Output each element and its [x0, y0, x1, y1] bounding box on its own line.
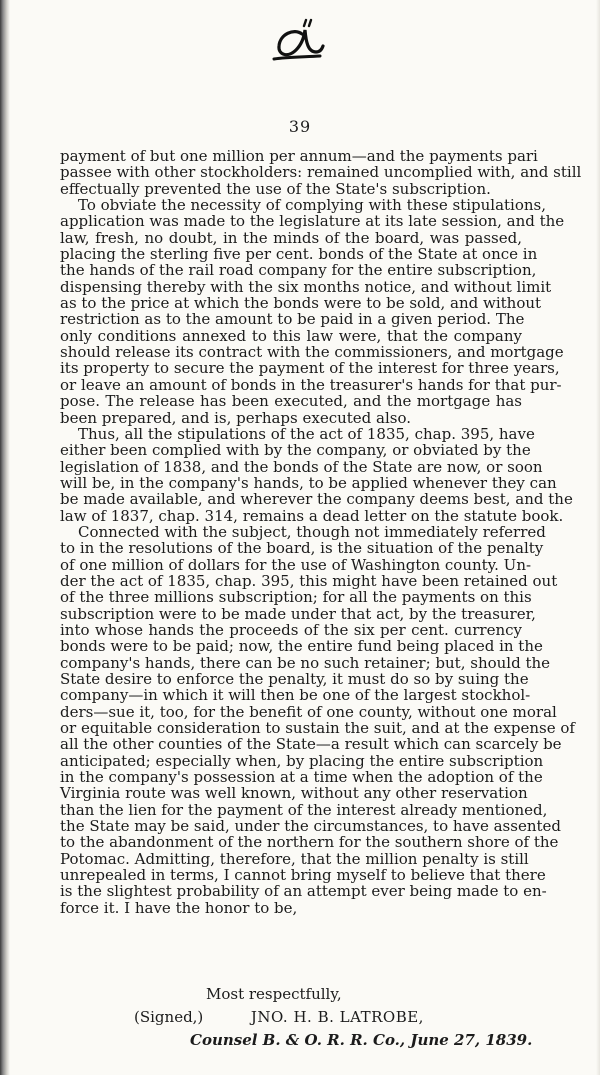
text-line: To obviate the necessity of complying with these stipulations, — [78, 196, 546, 215]
text-line: law of 1837, chap. 314, remains a dead letter on the statute book. — [60, 506, 564, 525]
text-line: Thus, all the stipulations of the act of 1835, chap. 395, have — [78, 424, 535, 443]
text-line: Potomac. Admitting, therefore, that the million penalty is still — [60, 849, 529, 868]
text-line: effectually prevented the use of the State's subscription. — [60, 179, 491, 198]
text-line: or leave an amount of bonds in the treasurer's hands for that pur- — [60, 375, 562, 394]
text-line: application was made to the legislature at its late session, and the — [60, 212, 565, 231]
text-line: its property to secure the payment of the interest for three years, — [60, 359, 560, 378]
letter-body — [60, 147, 582, 917]
text-line: unrepealed in terms, I cannot bring myself to believe that there — [60, 866, 546, 885]
text-line: Connected with the subject, though not immediately referred — [78, 522, 546, 541]
signer-title: Counsel B. & O. R. R. Co., June 27, 1839. — [190, 1031, 533, 1049]
text-line: company's hands, there can be no such retainer; but, should the — [60, 653, 551, 672]
text-line: all the other counties of the State—a result which can scarcely be — [60, 735, 562, 754]
text-line: of the three millions subscription; for all the payments on this — [60, 588, 532, 607]
text-line: legislation of 1838, and the bonds of the State are now, or soon — [60, 457, 543, 476]
text-line: should release its contract with the commissioners, and mortgage — [60, 343, 564, 362]
text-line: will be, in the company's hands, to be applied whenever they can — [60, 473, 557, 492]
text-line: placing the sterling five per cent. bonds of the State at once in — [60, 245, 538, 264]
text-line: dispensing thereby with the six months notice, and without limit — [60, 277, 552, 296]
handwritten-mark — [268, 12, 328, 67]
page-number: 39 — [288, 117, 312, 136]
text-line: force it. I have the honor to be, — [60, 898, 298, 917]
text-line: is the slightest probability of an attempt ever being made to en- — [60, 882, 547, 901]
text-line: pose. The release has been executed, and the mortgage has — [60, 392, 522, 411]
text-line: State desire to enforce the penalty, it must do so by suing the — [60, 670, 529, 688]
closing-salutation: Most respectfully, — [206, 985, 342, 1003]
text-line: or equitable consideration to sustain the suit, and at the expense of — [60, 719, 575, 738]
text-line: be made available, and wherever the company deems best, and the — [60, 490, 573, 509]
text-line: been prepared, and is, perhaps executed also. — [60, 408, 412, 427]
text-line: Virginia route was well known, without any other reservation — [60, 784, 528, 803]
page-right-shade — [596, 0, 600, 1075]
page-binding-edge — [0, 0, 10, 1075]
text-line: restriction as to the amount to be paid in a given period. The — [60, 310, 525, 329]
text-line: ders—sue it, too, for the benefit of one county, without one moral — [60, 702, 557, 721]
text-line: to in the resolutions of the board, is the situation of the penalty — [60, 539, 544, 558]
text-line: as to the price at which the bonds were to be sold, and without — [60, 294, 542, 313]
text-line: to the abandonment of the northern for the southern shore of the — [60, 833, 559, 852]
signer-name: JNO. H. B. LATROBE, — [250, 1008, 424, 1026]
signed-label: (Signed,) — [134, 1008, 204, 1026]
text-line: in the company's possession at a time when the adoption of the — [60, 768, 543, 787]
text-line: company—in which it will then be one of the largest stockhol- — [60, 686, 531, 705]
signature-row — [134, 1008, 494, 1026]
text-line: only conditions annexed to this law were, that the company — [60, 326, 522, 345]
text-line: payment of but one million per annum—and the payments pari — [60, 147, 538, 165]
text-line: either been complied with by the company, or obviated by the — [60, 441, 531, 460]
text-line: the State may be said, under the circumstances, to have assented — [60, 817, 561, 836]
text-line: der the act of 1835, chap. 395, this might have been retained out — [60, 571, 558, 590]
text-line: of one million of dollars for the use of Washington county. Un- — [60, 555, 532, 574]
text-line: into whose hands the proceeds of the six per cent. currency — [60, 620, 522, 639]
text-line: subscription were to be made under that act, by the treasurer, — [60, 604, 536, 623]
text-line: anticipated; especially when, by placing the entire subscription — [60, 751, 544, 770]
text-line: the hands of the rail road company for the entire subscription, — [60, 261, 537, 280]
text-line: bonds were to be paid; now, the entire fund being placed in the — [60, 637, 543, 656]
text-line: passee with other stockholders: remained uncomplied with, and still — [60, 163, 582, 182]
text-line: than the lien for the payment of the interest already mentioned, — [60, 800, 548, 819]
text-line: law, fresh, no doubt, in the minds of the board, was passed, — [60, 228, 522, 247]
